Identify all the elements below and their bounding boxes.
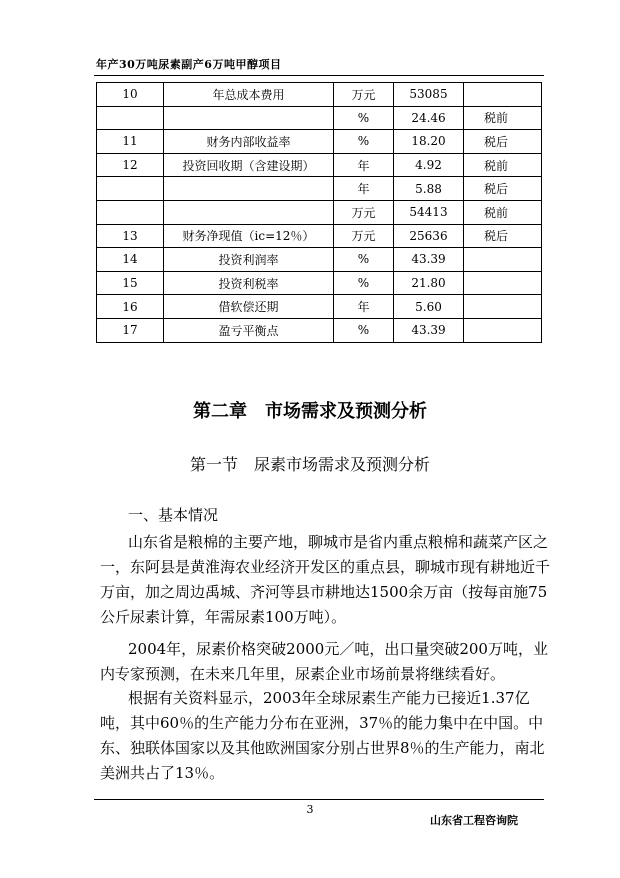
unit: 万元 — [334, 224, 394, 248]
footer-rule — [94, 799, 544, 800]
value: 24.46 — [394, 106, 464, 130]
indicator-name: 盈亏平衡点 — [164, 318, 334, 342]
paragraph: 根据有关资料显示，2003年全球尿素生产能力已接近1.37亿吨，其中60％的生产能力分布在亚洲，37％的能力集中在中国。中东、独联体国家以及其他欧洲国家分别占世界8％的生产能力，南北美洲共占了13％。 — [100, 689, 545, 782]
note — [464, 271, 542, 295]
note: 税后 — [464, 224, 542, 248]
section-title: 第一节 尿素市场需求及预测分析 — [189, 455, 430, 474]
note: 税前 — [464, 153, 542, 177]
row-number — [97, 200, 164, 224]
header-rule — [94, 75, 544, 76]
unit: 年 — [334, 153, 394, 177]
table-row — [97, 130, 542, 154]
indicator-name: 投资回收期（含建设期） — [164, 153, 334, 177]
indicator-name: 投资利润率 — [164, 248, 334, 272]
row-number: 10 — [97, 83, 164, 107]
note: 税后 — [464, 177, 542, 201]
note — [464, 295, 542, 319]
table-row — [97, 177, 542, 201]
value: 5.88 — [394, 177, 464, 201]
indicator-name: 年总成本费用 — [164, 83, 334, 107]
unit: % — [334, 318, 394, 342]
indicator-name: 财务内部收益率 — [164, 130, 334, 154]
value: 53085 — [394, 83, 464, 107]
indicator-name — [164, 200, 334, 224]
table-row — [97, 106, 542, 130]
document-header: 年产30万吨尿素副产6万吨甲醇项目 — [96, 58, 282, 71]
note: 税前 — [464, 200, 542, 224]
unit: % — [334, 248, 394, 272]
row-number: 15 — [97, 271, 164, 295]
value: 25636 — [394, 224, 464, 248]
table-row — [97, 83, 542, 107]
table-row — [97, 295, 542, 319]
unit: % — [334, 130, 394, 154]
note: 税后 — [464, 130, 542, 154]
value: 43.39 — [394, 318, 464, 342]
row-number: 11 — [97, 130, 164, 154]
unit: 年 — [334, 177, 394, 201]
unit: 年 — [334, 295, 394, 319]
value: 4.92 — [394, 153, 464, 177]
value: 43.39 — [394, 248, 464, 272]
row-number: 16 — [97, 295, 164, 319]
unit: 万元 — [334, 83, 394, 107]
subsection-heading: 一、基本情况 — [128, 506, 219, 524]
note: 税前 — [464, 106, 542, 130]
row-number — [97, 177, 164, 201]
table-row — [97, 224, 542, 248]
row-number: 14 — [97, 248, 164, 272]
row-number: 17 — [97, 318, 164, 342]
note — [464, 83, 542, 107]
chapter-title: 第二章 市场需求及预测分析 — [193, 401, 427, 422]
indicator-name: 财务净现值（ic=12％） — [164, 224, 334, 248]
note — [464, 248, 542, 272]
table-row — [97, 153, 542, 177]
value: 18.20 — [394, 130, 464, 154]
row-number: 13 — [97, 224, 164, 248]
table-row — [97, 271, 542, 295]
row-number — [97, 106, 164, 130]
indicator-name: 投资利税率 — [164, 271, 334, 295]
row-number: 12 — [97, 153, 164, 177]
unit: 万元 — [334, 200, 394, 224]
table-row — [97, 318, 542, 342]
note — [464, 318, 542, 342]
unit: % — [334, 106, 394, 130]
indicator-name: 借软偿还期 — [164, 295, 334, 319]
paragraph: 山东省是粮棉的主要产地，聊城市是省内重点粮棉和蔬菜产区之一，东阿县是黄淮海农业经济开发区的重点县，聊城市现有耕地近千万亩，加之周边禹城、齐河等县市耕地达1500余万亩（按每亩施75公斤尿素计算，年需尿素100万吨）。 — [100, 533, 551, 626]
indicator-name — [164, 177, 334, 201]
value: 5.60 — [394, 295, 464, 319]
value: 21.80 — [394, 271, 464, 295]
financial-indicators-table — [96, 82, 542, 343]
table-row — [97, 248, 542, 272]
paragraph: 2004年，尿素价格突破2000元／吨，出口量突破200万吨，业内专家预测，在未来几年里，尿素企业市场前景将继续看好。 — [100, 640, 548, 683]
table-row — [97, 200, 542, 224]
page-number: 3 — [306, 803, 314, 816]
unit: % — [334, 271, 394, 295]
footer-organization: 山东省工程咨询院 — [430, 814, 518, 827]
value: 54413 — [394, 200, 464, 224]
indicator-name — [164, 106, 334, 130]
